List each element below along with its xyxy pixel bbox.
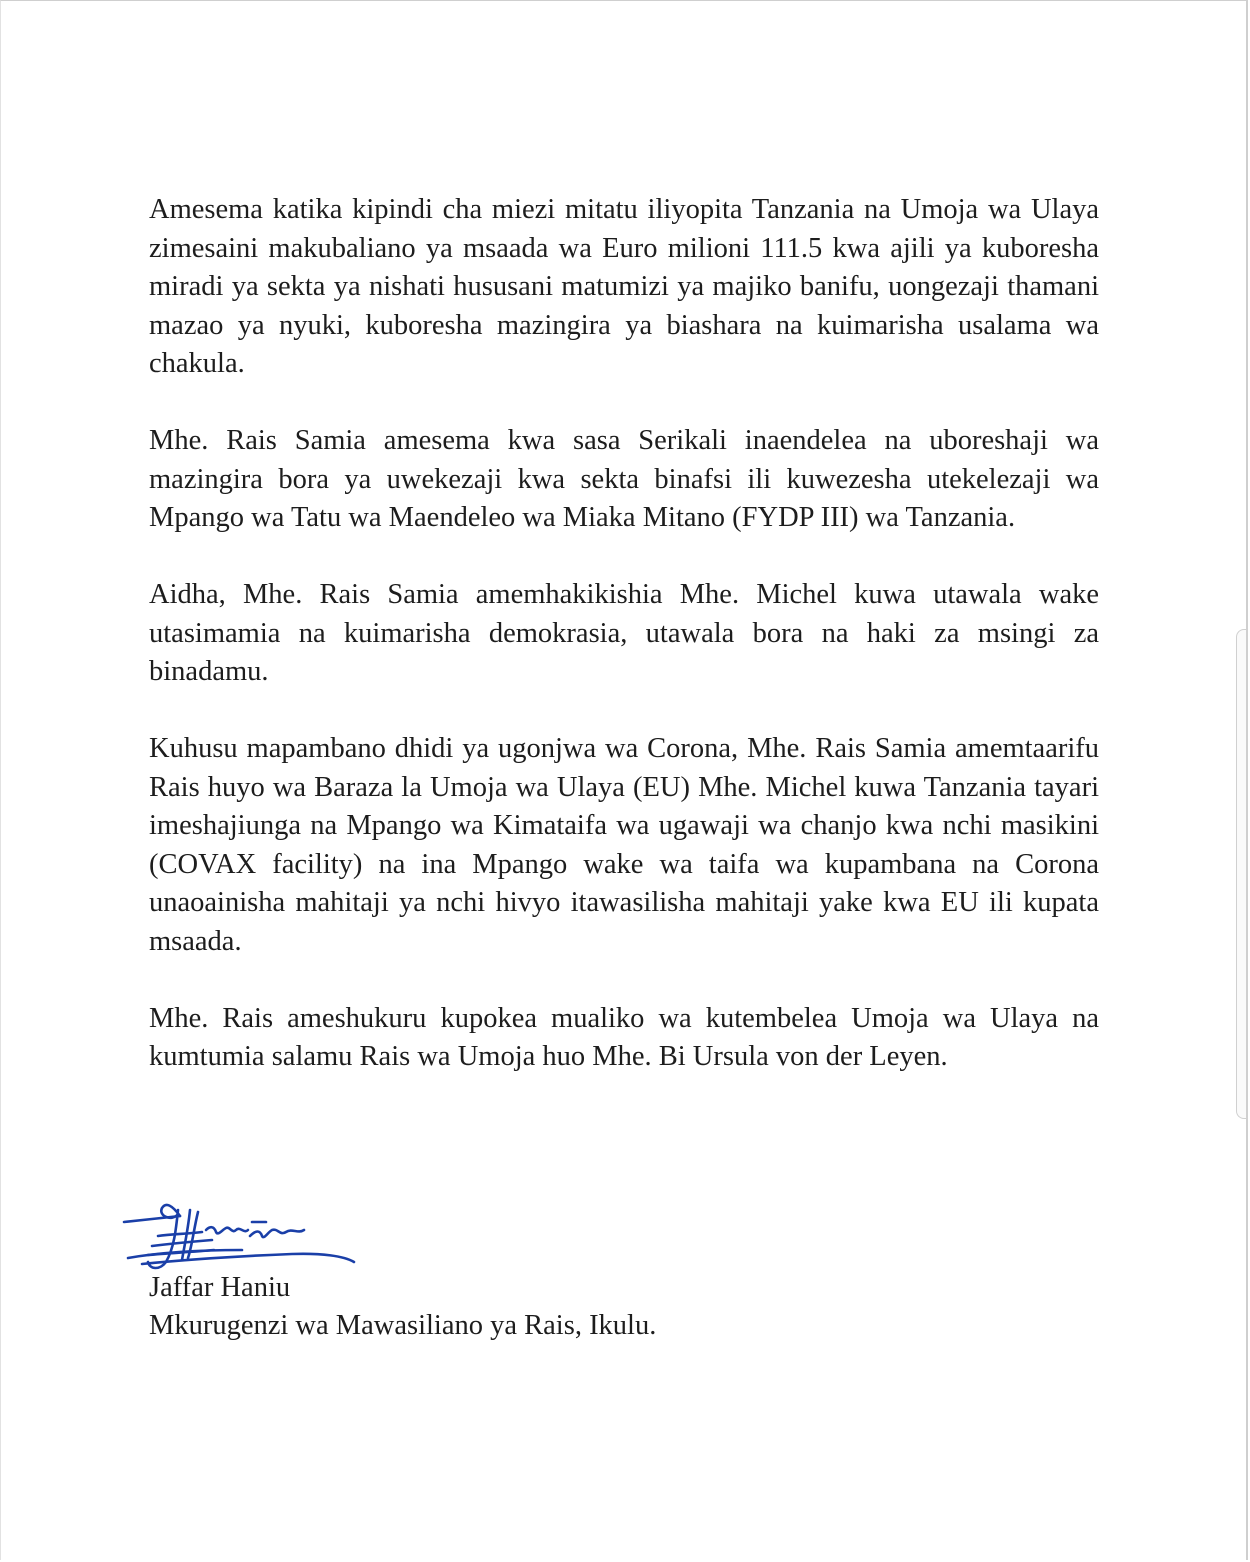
signatory-title: Mkurugenzi wa Mawasiliano ya Rais, Ikulu. xyxy=(149,1310,657,1341)
paragraph-democracy: Aidha, Mhe. Rais Samia amemhakikishia Mhe. Michel kuwa utawala wake utasimamia na kuimarisha demokrasia, utawala bora na haki za msingi za binadamu. xyxy=(149,579,1099,687)
paragraph-invitation: Mhe. Rais ameshukuru kupokea mualiko wa kutembelea Umoja wa Ulaya na kumtumia salamu Rais wa Umoja huo Mhe. Bi Ursula von der Leyen. xyxy=(149,1002,1099,1072)
paragraph-eu-aid: Amesema katika kipindi cha miezi mitatu iliyopita Tanzania na Umoja wa Ulaya zimesaini makubaliano ya msaada wa Euro milioni 111.5 kwa ajili ya kuboresha miradi ya sekta ya nishati hususani matumizi ya majiko banifu, uongezaji thamani mazao ya nyuki, kuboresha mazingira ya biashara na kuimarisha usalama wa chakula. xyxy=(149,194,1099,379)
scroll-edge-tab[interactable] xyxy=(1236,629,1246,1119)
paragraph-investment: Mhe. Rais Samia amesema kwa sasa Serikali inaendelea na uboreshaji wa mazingira bora ya uwekezaji kwa sekta binafsi ili kuwezesha utekelezaji wa Mpango wa Tatu wa Maendeleo wa Miaka Mitano (FYDP III) wa Tanzania. xyxy=(149,425,1099,533)
handwritten-signature xyxy=(122,1200,362,1280)
paragraph-corona: Kuhusu mapambano dhidi ya ugonjwa wa Corona, Mhe. Rais Samia amemtaarifu Rais huyo wa Baraza la Umoja wa Ulaya (EU) Mhe. Michel kuwa Tanzania tayari imeshajiunga na Mpango wa Kimataifa wa ugawaji wa chanjo kwa nchi masikini (COVAX facility) na ina Mpango wake wa taifa wa kupambana na Corona unaoainisha mahitaji ya nchi hivyo itawasilisha mahitaji yake kwa EU ili kupata msaada. xyxy=(149,733,1099,957)
signatory-name: Jaffar Haniu xyxy=(149,1272,291,1303)
document-body xyxy=(149,191,1099,1115)
